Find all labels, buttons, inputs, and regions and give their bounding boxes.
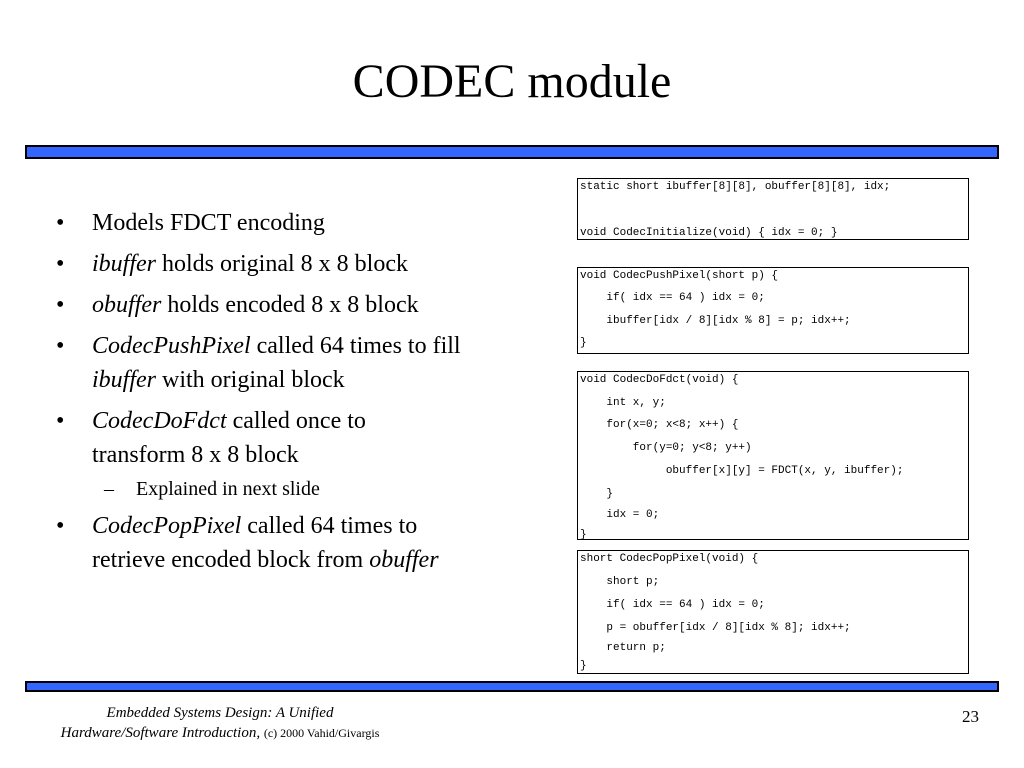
bullet-marker: • [56,251,65,277]
sub-bullet-text: Explained in next slide [136,478,320,500]
bullet-term: obuffer [369,547,439,573]
bullet-marker: • [56,292,65,318]
bullet-term: CodecPushPixel [92,333,251,359]
slide-title: CODEC module [352,55,672,108]
bullet-marker: • [56,513,65,539]
footer-book-line1: Embedded Systems Design: A Unified [106,705,334,721]
top-divider-bar [25,145,999,159]
bullet-item [52,247,552,281]
code-line: if( idx == 64 ) idx = 0; [580,599,765,611]
code-line: } [580,529,587,541]
bullet-line [92,404,552,438]
code-box-globals [577,178,969,240]
bullet-text: holds encoded 8 x 8 block [161,292,419,318]
code-line: } [580,660,587,672]
code-box-push-pixel [577,267,969,354]
bullet-line [92,509,552,543]
bullet-line [92,247,552,281]
code-line: void CodecInitialize(void) { idx = 0; } [580,227,838,239]
bullet-list [52,206,552,584]
bottom-divider-bar [25,681,999,692]
bullet-text: called once to [226,408,366,434]
bullet-text: transform 8 x 8 block [92,442,299,468]
code-box-pop-pixel [577,550,969,674]
bullet-term: ibuffer [92,367,156,393]
footer-book-line2: Hardware/Software Introduction, [60,725,261,741]
bullet-text: called 64 times to fill [250,333,461,359]
code-line: } [580,337,587,349]
code-line: for(y=0; y<8; y++) [580,442,752,454]
bullet-term: ibuffer [92,251,156,277]
footer-copyright: (c) 2000 Vahid/Givargis [263,726,380,740]
bullet-term: CodecPopPixel [92,513,242,539]
bullet-line [92,288,552,322]
bullet-marker: • [56,333,65,359]
bullet-marker: • [56,408,65,434]
code-line: int x, y; [580,397,666,409]
code-line: void CodecDoFdct(void) { [580,374,739,386]
bullet-text: with original block [156,367,345,393]
code-line: return p; [580,642,666,654]
code-line: short CodecPopPixel(void) { [580,553,759,565]
bullet-line [92,329,552,363]
code-line: if( idx == 64 ) idx = 0; [580,292,765,304]
bullet-text: Models FDCT encoding [92,210,325,236]
code-line: ibuffer[idx / 8][idx % 8] = p; idx++; [580,315,851,327]
code-line: for(x=0; x<8; x++) { [580,419,739,431]
code-line: void CodecPushPixel(short p) { [580,270,779,282]
page-number: 23 [962,707,979,726]
code-line: idx = 0; [580,509,660,521]
bullet-item [52,509,552,577]
code-line: static short ibuffer[8][8], obuffer[8][8], idx; [580,181,891,193]
sub-bullet-marker: – [104,478,114,500]
bullet-term: CodecDoFdct [92,408,227,434]
bullet-term: obuffer [92,292,162,318]
sub-bullet-item [52,475,552,503]
code-box-do-fdct [577,371,969,540]
footer-citation [30,703,410,743]
code-line: p = obuffer[idx / 8][idx % 8]; idx++; [580,622,851,634]
bullet-marker: • [56,210,65,236]
bullet-line [92,438,552,472]
bullet-item [52,206,552,240]
bullet-item [52,329,552,397]
bullet-text: called 64 times to [241,513,418,539]
code-line: obuffer[x][y] = FDCT(x, y, ibuffer); [580,465,904,477]
bullet-item [52,288,552,322]
bullet-text: holds original 8 x 8 block [156,251,408,277]
bullet-text: retrieve encoded block from [92,547,370,573]
bullet-item [52,404,552,472]
bullet-line [92,543,552,577]
code-line: short p; [580,576,660,588]
bullet-line [92,206,552,240]
code-line: } [580,488,614,500]
bullet-line [92,363,552,397]
